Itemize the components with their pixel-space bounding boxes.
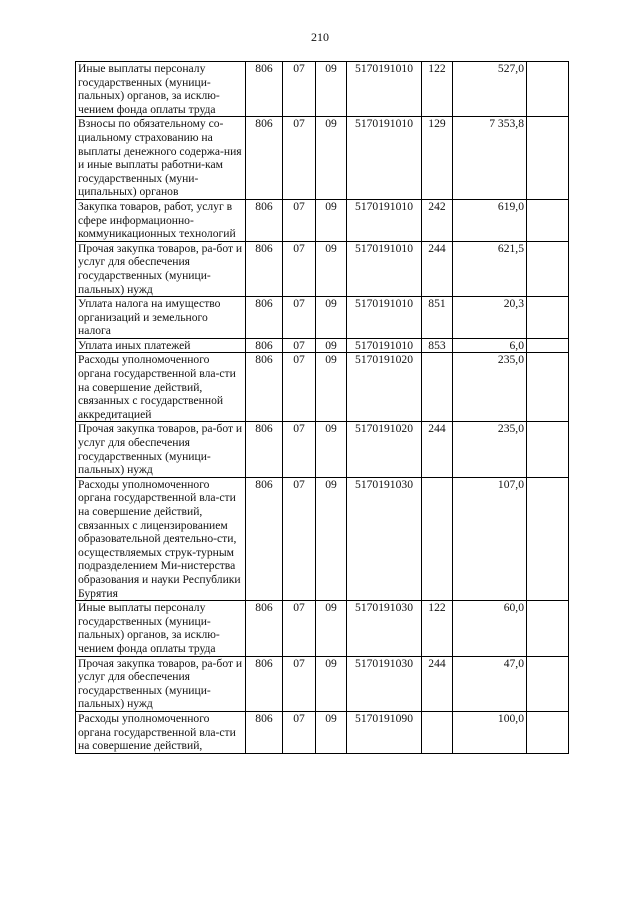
row-subsection-code: 09 — [316, 422, 347, 477]
row-subsection-code: 09 — [316, 199, 347, 241]
row-expense-type — [422, 353, 453, 422]
row-empty-cell — [527, 601, 569, 656]
row-target-article: 5170191020 — [347, 422, 422, 477]
row-amount: 7 353,8 — [453, 117, 527, 200]
row-ministry-code: 806 — [246, 353, 283, 422]
row-name-cell: Уплата налога на имущество организаций и земельного налога — [76, 297, 246, 339]
row-empty-cell — [527, 241, 569, 296]
row-empty-cell — [527, 477, 569, 600]
row-ministry-code: 806 — [246, 656, 283, 711]
table-row — [76, 656, 569, 711]
row-amount: 107,0 — [453, 477, 527, 600]
row-amount: 60,0 — [453, 601, 527, 656]
row-name-cell: Взносы по обязательному со-циальному страхованию на выплаты денежного содержа-ния и иные выплаты работни-кам государственных (муни-ципальных) органов — [76, 117, 246, 200]
row-section-code: 07 — [283, 601, 316, 656]
budget-table — [75, 61, 569, 754]
row-expense-type: 122 — [422, 62, 453, 117]
row-target-article: 5170191010 — [347, 297, 422, 339]
page-number: 210 — [311, 30, 329, 44]
row-amount: 20,3 — [453, 297, 527, 339]
row-name-cell: Уплата иных платежей — [76, 338, 246, 353]
row-subsection-code: 09 — [316, 241, 347, 296]
row-name-cell: Иные выплаты персоналу государственных (муници-пальных) органов, за исклю-чением фонда оплаты труда — [76, 601, 246, 656]
row-expense-type: 122 — [422, 601, 453, 656]
row-section-code: 07 — [283, 117, 316, 200]
row-target-article: 5170191010 — [347, 62, 422, 117]
row-subsection-code: 09 — [316, 297, 347, 339]
row-subsection-code: 09 — [316, 711, 347, 753]
row-name-cell: Иные выплаты персоналу государственных (муници-пальных) органов, за исклю-чением фонда оплаты труда — [76, 62, 246, 117]
row-target-article: 5170191010 — [347, 338, 422, 353]
row-empty-cell — [527, 199, 569, 241]
row-name-cell: Прочая закупка товаров, ра-бот и услуг для обеспечения государственных (муници-пальных) нужд — [76, 656, 246, 711]
row-target-article: 5170191020 — [347, 353, 422, 422]
row-empty-cell — [527, 656, 569, 711]
row-expense-type — [422, 711, 453, 753]
row-section-code: 07 — [283, 422, 316, 477]
row-amount: 621,5 — [453, 241, 527, 296]
row-amount: 235,0 — [453, 422, 527, 477]
table-row — [76, 422, 569, 477]
row-target-article: 5170191030 — [347, 601, 422, 656]
table-row — [76, 353, 569, 422]
row-expense-type: 129 — [422, 117, 453, 200]
row-subsection-code: 09 — [316, 353, 347, 422]
table-row — [76, 241, 569, 296]
row-expense-type — [422, 477, 453, 600]
row-ministry-code: 806 — [246, 711, 283, 753]
row-empty-cell — [527, 422, 569, 477]
row-expense-type: 851 — [422, 297, 453, 339]
row-section-code: 07 — [283, 656, 316, 711]
row-ministry-code: 806 — [246, 117, 283, 200]
row-expense-type: 244 — [422, 422, 453, 477]
row-ministry-code: 806 — [246, 62, 283, 117]
table-row — [76, 711, 569, 753]
row-section-code: 07 — [283, 297, 316, 339]
row-empty-cell — [527, 353, 569, 422]
row-ministry-code: 806 — [246, 297, 283, 339]
row-subsection-code: 09 — [316, 117, 347, 200]
table-row — [76, 601, 569, 656]
row-target-article: 5170191030 — [347, 477, 422, 600]
row-section-code: 07 — [283, 711, 316, 753]
row-ministry-code: 806 — [246, 241, 283, 296]
row-section-code: 07 — [283, 199, 316, 241]
row-subsection-code: 09 — [316, 656, 347, 711]
row-target-article: 5170191010 — [347, 199, 422, 241]
row-name-cell: Прочая закупка товаров, ра-бот и услуг для обеспечения государственных (муници-пальных) нужд — [76, 422, 246, 477]
row-empty-cell — [527, 338, 569, 353]
table-row — [76, 117, 569, 200]
row-name-cell: Закупка товаров, работ, услуг в сфере информационно-коммуникационных технологий — [76, 199, 246, 241]
row-expense-type: 244 — [422, 656, 453, 711]
row-amount: 6,0 — [453, 338, 527, 353]
table-row — [76, 62, 569, 117]
row-section-code: 07 — [283, 477, 316, 600]
row-amount: 235,0 — [453, 353, 527, 422]
row-subsection-code: 09 — [316, 477, 347, 600]
row-ministry-code: 806 — [246, 422, 283, 477]
row-section-code: 07 — [283, 62, 316, 117]
row-ministry-code: 806 — [246, 338, 283, 353]
row-expense-type: 242 — [422, 199, 453, 241]
row-amount: 100,0 — [453, 711, 527, 753]
row-target-article: 5170191010 — [347, 117, 422, 200]
table-row — [76, 297, 569, 339]
row-target-article: 5170191030 — [347, 656, 422, 711]
row-amount: 619,0 — [453, 199, 527, 241]
table-row — [76, 199, 569, 241]
row-subsection-code: 09 — [316, 338, 347, 353]
row-name-cell: Расходы уполномоченного органа государственной вла-сти на совершение действий, связанных с государственной аккредитацией — [76, 353, 246, 422]
row-expense-type: 244 — [422, 241, 453, 296]
table-body — [76, 62, 569, 754]
row-expense-type: 853 — [422, 338, 453, 353]
row-name-cell: Расходы уполномоченного органа государственной вла-сти на совершение действий, — [76, 711, 246, 753]
row-section-code: 07 — [283, 353, 316, 422]
row-subsection-code: 09 — [316, 62, 347, 117]
row-empty-cell — [527, 117, 569, 200]
table-row — [76, 338, 569, 353]
row-empty-cell — [527, 62, 569, 117]
row-empty-cell — [527, 711, 569, 753]
row-amount: 47,0 — [453, 656, 527, 711]
row-ministry-code: 806 — [246, 601, 283, 656]
table-row — [76, 477, 569, 600]
row-ministry-code: 806 — [246, 477, 283, 600]
row-target-article: 5170191090 — [347, 711, 422, 753]
row-empty-cell — [527, 297, 569, 339]
row-section-code: 07 — [283, 241, 316, 296]
row-amount: 527,0 — [453, 62, 527, 117]
row-target-article: 5170191010 — [347, 241, 422, 296]
row-ministry-code: 806 — [246, 199, 283, 241]
row-name-cell: Расходы уполномоченного органа государственной вла-сти на совершение действий, связанных с лицензированием образовательной деятельно-сти, осуществляемых струк-турным подразделением Ми-нистерства образования и науки Республики Бурятия — [76, 477, 246, 600]
row-subsection-code: 09 — [316, 601, 347, 656]
row-name-cell: Прочая закупка товаров, ра-бот и услуг для обеспечения государственных (муници-пальных) нужд — [76, 241, 246, 296]
row-section-code: 07 — [283, 338, 316, 353]
